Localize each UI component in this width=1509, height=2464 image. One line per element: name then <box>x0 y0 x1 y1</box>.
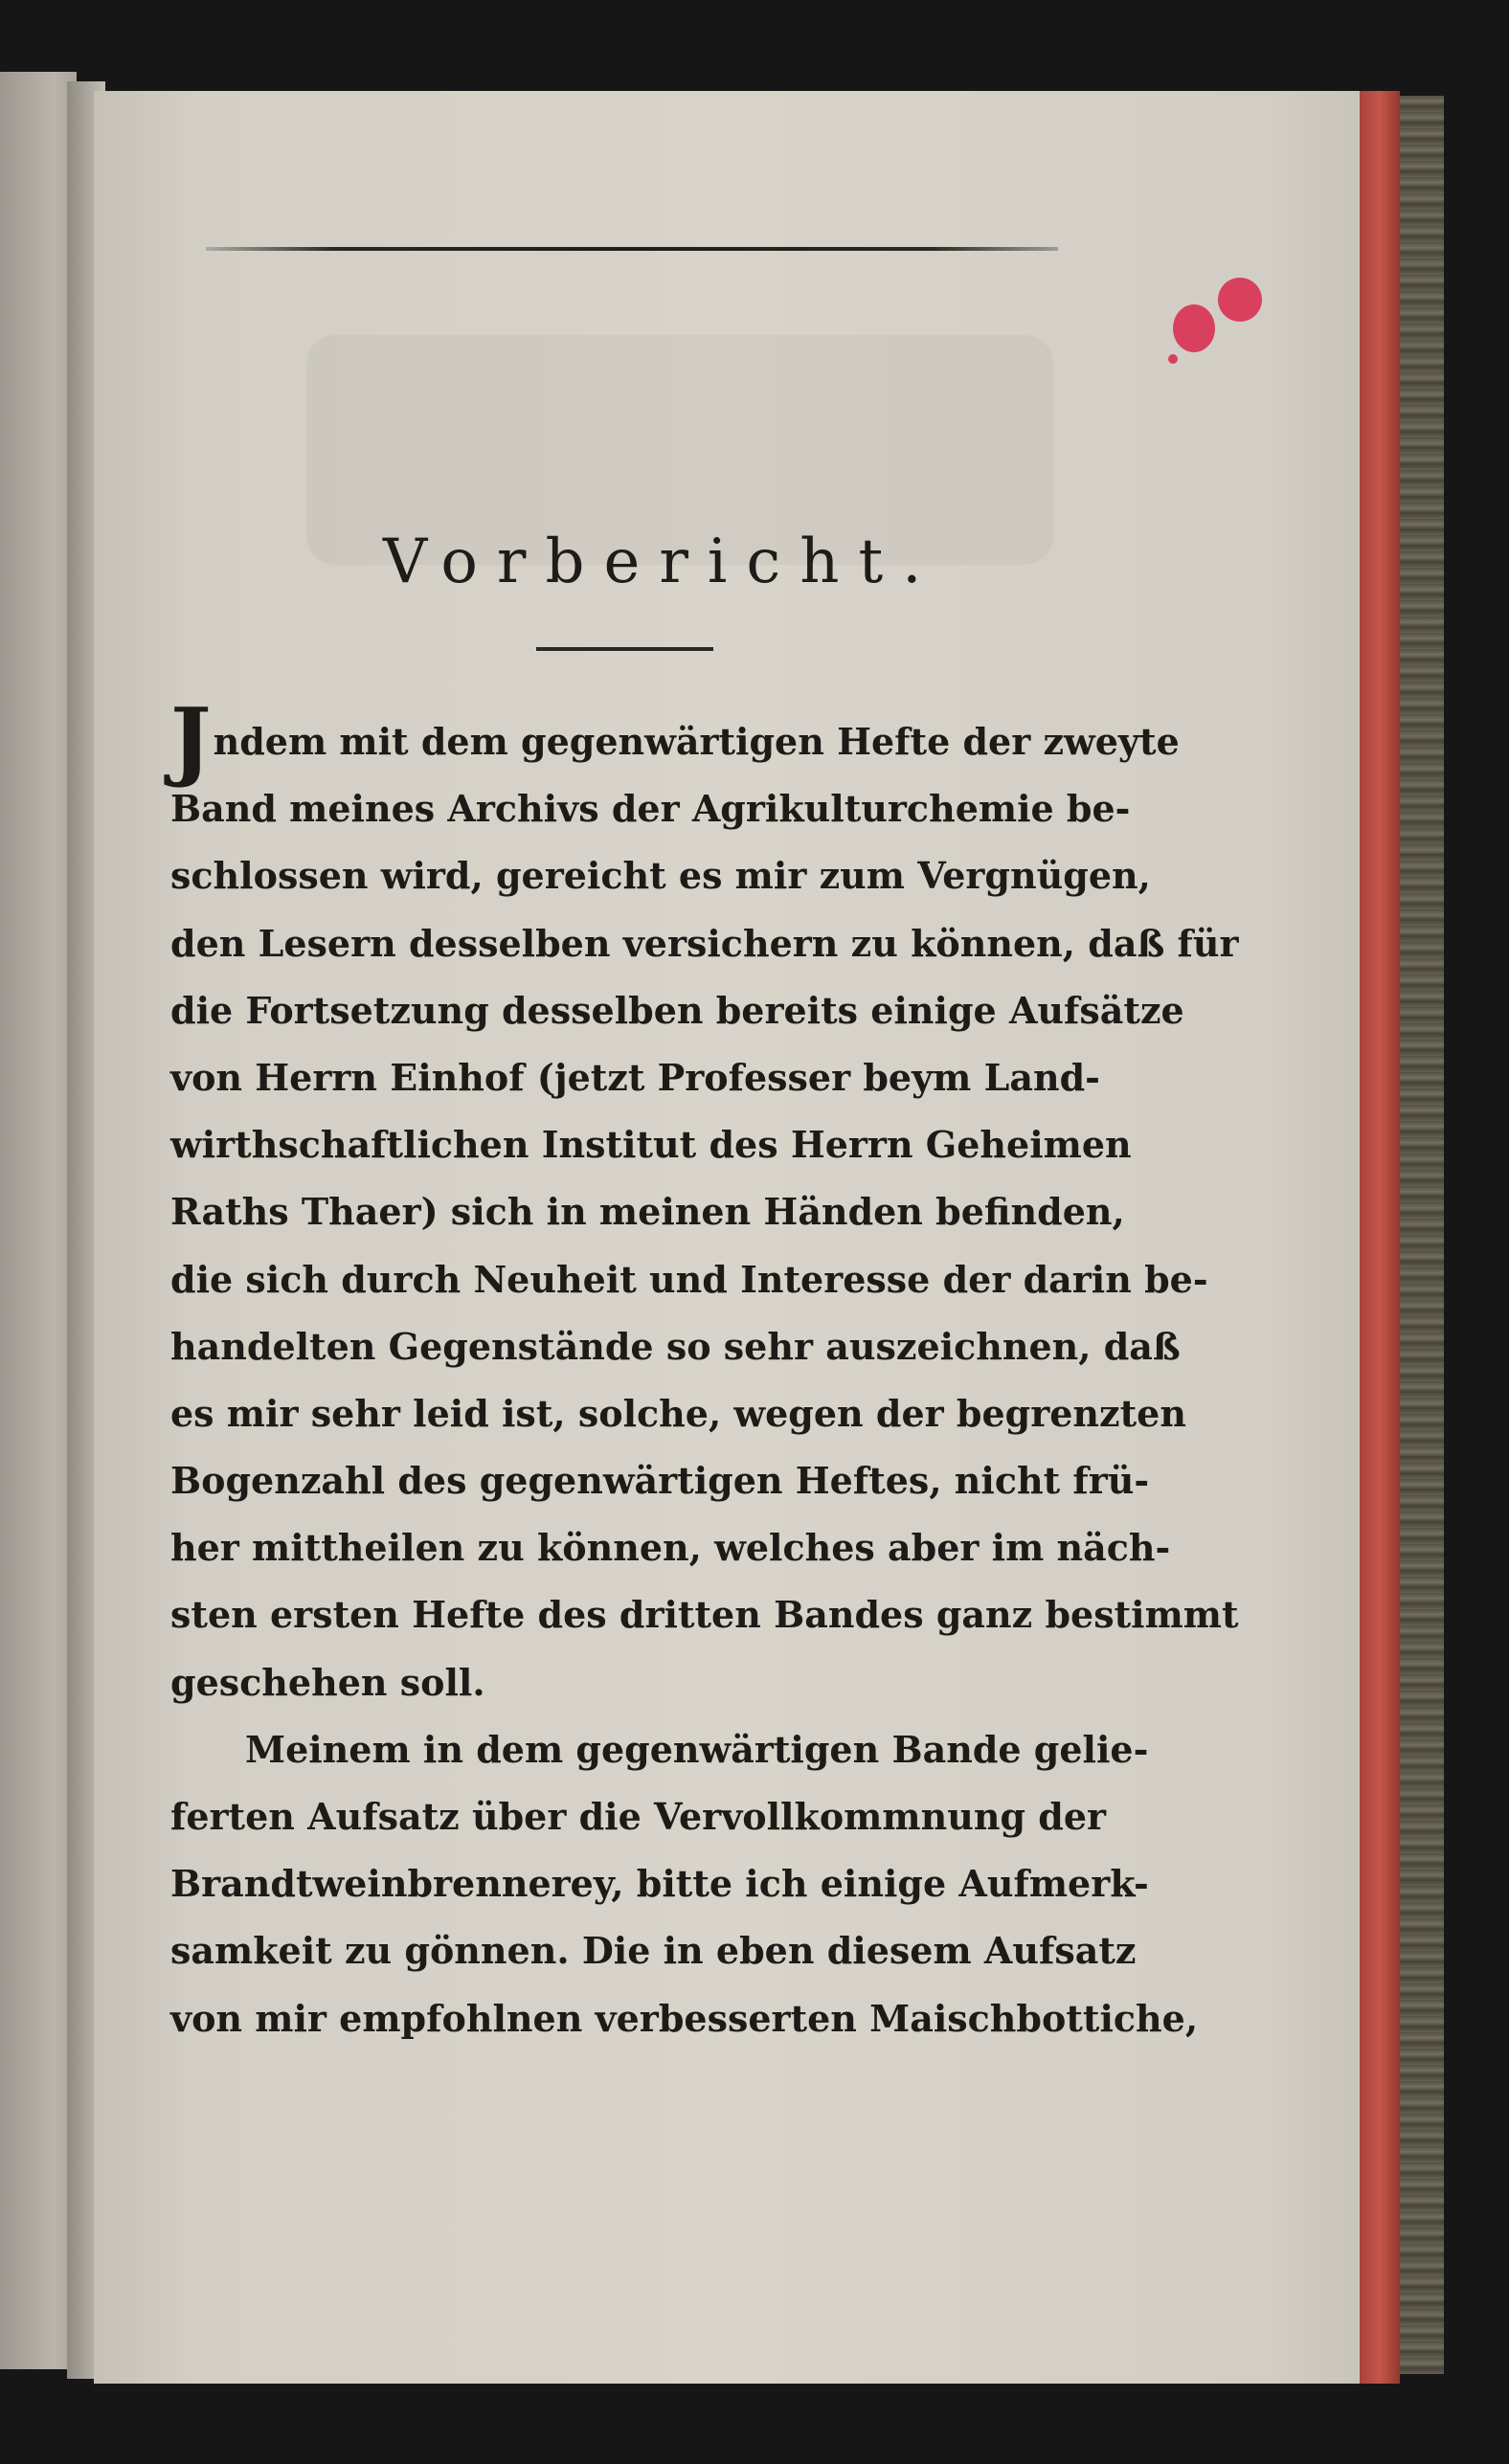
red-page-edge <box>1360 91 1400 2384</box>
text-line: Raths Thaer) sich in meinen Händen befinden, <box>170 1190 1125 1234</box>
text-line: handelten Gegenstände so sehr auszeichnen, daß <box>170 1324 1181 1368</box>
text-line: es mir sehr leid ist, solche, wegen der begrenzten <box>170 1391 1186 1435</box>
text-line: die Fortsetzung desselben bereits einige Aufsätze <box>170 988 1184 1032</box>
text-line: Bogenzahl des gegenwärtigen Heftes, nicht frü- <box>170 1459 1150 1503</box>
text-line: Brandtweinbrennerey, bitte ich einige Aufmerk- <box>170 1862 1149 1906</box>
text-line: Jndem mit dem gegenwärtigen Hefte der zweyte <box>170 689 1180 791</box>
red-ink-stain <box>1173 304 1215 352</box>
text-line: Meinem in dem gegenwärtigen Bande gelie- <box>245 1727 1149 1771</box>
text-line: wirthschaftlichen Institut des Herrn Geheimen <box>170 1123 1132 1167</box>
header-rule <box>206 247 1058 251</box>
text-line: samkeit zu gönnen. Die in eben diesem Aufsatz <box>170 1929 1137 1973</box>
text-line: schlossen wird, gereicht es mir zum Vergnügen, <box>170 854 1151 898</box>
red-ink-stain <box>1218 278 1262 322</box>
text-line: geschehen soll. <box>170 1660 485 1704</box>
facing-page-edge <box>0 72 77 2369</box>
title-rule <box>536 647 713 651</box>
book-binding <box>1400 96 1444 2374</box>
text-line: ferten Aufsatz über die Vervollkommnung der <box>170 1795 1107 1838</box>
text-line: von Herrn Einhof (jetzt Professer beym Land- <box>170 1055 1100 1099</box>
red-ink-stain <box>1168 354 1178 364</box>
drop-initial: J <box>170 689 212 791</box>
text-line: von mir empfohlnen verbesserten Maischbottiche, <box>170 1996 1199 2040</box>
text-line: her mittheilen zu können, welches aber im näch- <box>170 1526 1171 1570</box>
page-title: Vorbericht. <box>383 526 941 597</box>
text-line: sten ersten Hefte des dritten Bandes ganz bestimmt <box>170 1593 1239 1637</box>
preface-text <box>170 689 1239 2052</box>
text-line: die sich durch Neuheit und Interesse der darin be- <box>170 1257 1208 1301</box>
text-line: Band meines Archivs der Agrikulturchemie be- <box>170 787 1131 831</box>
text-line: den Lesern desselben versichern zu können, daß für <box>170 921 1239 965</box>
